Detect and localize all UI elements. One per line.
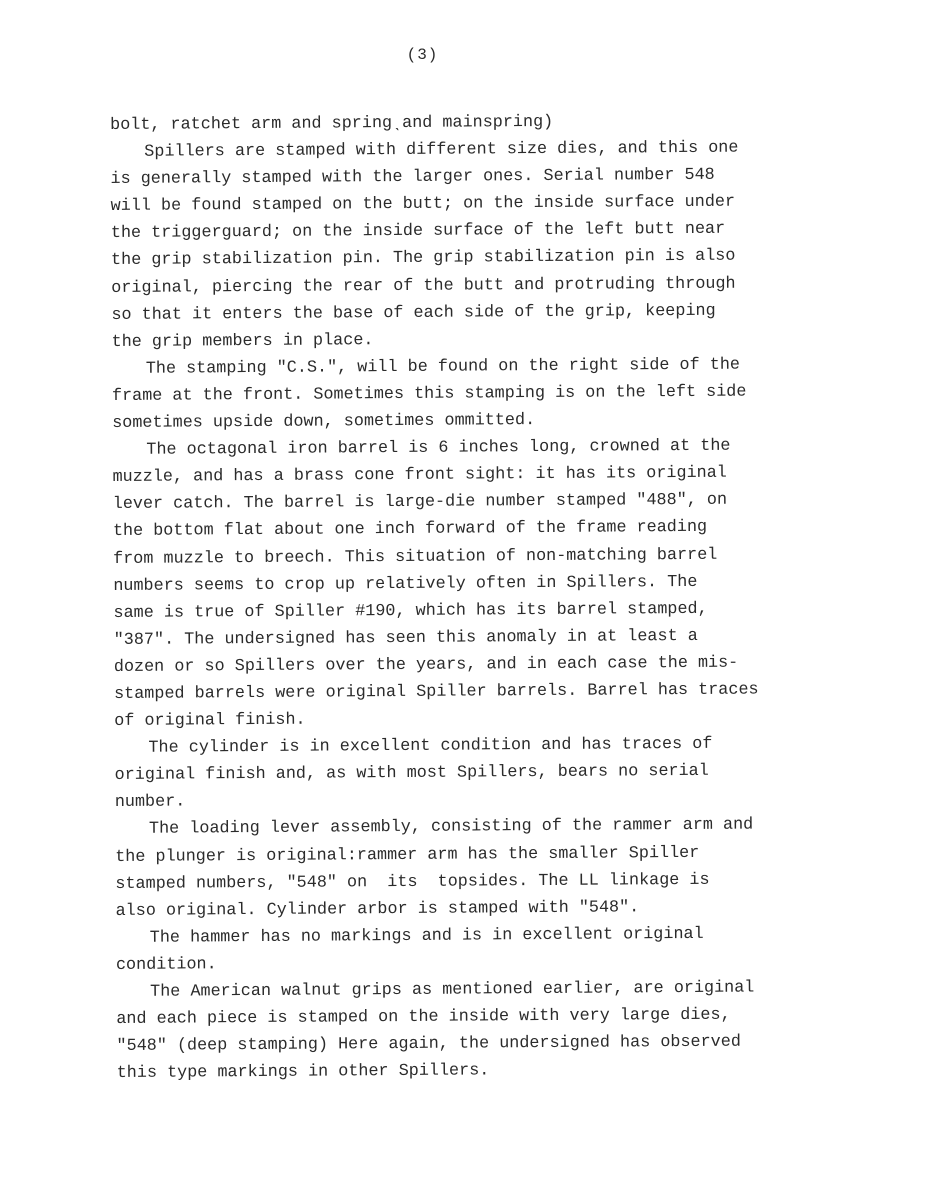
text-line: stamped numbers, "548" on its topsides. The LL linkage is bbox=[115, 870, 710, 894]
text-line: the grip members in place. bbox=[111, 330, 374, 352]
text-line: muzzle, and has a brass cone front sight: it has its original bbox=[112, 463, 727, 488]
text-line: is generally stamped with the larger ones. Serial number 548 bbox=[110, 165, 715, 190]
text-line: original, piercing the rear of the butt and protruding through bbox=[111, 274, 736, 298]
text-line: The stamping "C.S.", will be found on the right side of the bbox=[145, 355, 741, 379]
text-line: number. bbox=[114, 792, 186, 813]
page-number: (3) bbox=[406, 46, 439, 64]
text-line: stamped barrels were original Spiller barrels. Barrel has traces bbox=[114, 680, 759, 704]
text-line: bolt, ratchet arm and springˎand mainspring) bbox=[110, 112, 554, 135]
text-line: frame at the front. Sometimes this stamping is on the left side bbox=[111, 382, 747, 406]
text-line: the bottom flat about one inch forward of the frame reading bbox=[112, 518, 708, 542]
text-line: from muzzle to breech. This situation of non-matching barrel bbox=[113, 545, 718, 569]
text-line: original finish and, as with most Spillers, bears no serial bbox=[114, 762, 709, 786]
text-line: will be found stamped on the butt; on the inside surface under bbox=[110, 192, 736, 217]
text-line: "387". The undersigned has seen this anomaly in at least a bbox=[113, 626, 698, 650]
text-line: condition. bbox=[115, 955, 217, 975]
text-line: The hammer has no markings and is in excellent original bbox=[149, 924, 704, 948]
text-line: dozen or so Spillers over the years, and in each case the mis- bbox=[113, 653, 739, 677]
text-line: of original finish. bbox=[114, 710, 306, 732]
text-line: the grip stabilization pin. The grip stabilization pin is also bbox=[110, 247, 736, 271]
text-line: sometimes upside down, sometimes ommitted. bbox=[112, 411, 536, 434]
text-line: so that it enters the base of each side of the grip, keeping bbox=[111, 301, 716, 325]
text-line: also original. Cylinder arbor is stamped with "548". bbox=[115, 898, 640, 921]
text-line: The octagonal iron barrel is 6 inches long, crowned at the bbox=[146, 436, 731, 460]
text-line: The American walnut grips as mentioned earlier, are original bbox=[150, 978, 755, 1002]
document-body bbox=[110, 107, 817, 1087]
text-line: The loading lever assembly, consisting of the rammer arm and bbox=[148, 815, 754, 840]
text-line: Spillers are stamped with different size dies, and this one bbox=[144, 138, 739, 162]
text-line: The cylinder is in excellent condition and has traces of bbox=[148, 734, 713, 758]
text-line: the plunger is original:rammer arm has the smaller Spiller bbox=[115, 843, 700, 867]
text-line: and each piece is stamped on the inside with very large dies, bbox=[116, 1005, 731, 1030]
text-line: numbers seems to crop up relatively often in Spillers. The bbox=[113, 572, 698, 596]
text-line: lever catch. The barrel is large-die number stamped "488", on bbox=[112, 491, 728, 515]
text-line: "548" (deep stamping) Here again, the undersigned has observed bbox=[116, 1032, 741, 1057]
text-line: same is true of Spiller #190, which has its barrel stamped, bbox=[113, 599, 708, 623]
text-line: this type markings in other Spillers. bbox=[116, 1061, 490, 1084]
text-line: the triggerguard; on the inside surface of the left butt near bbox=[110, 220, 726, 244]
